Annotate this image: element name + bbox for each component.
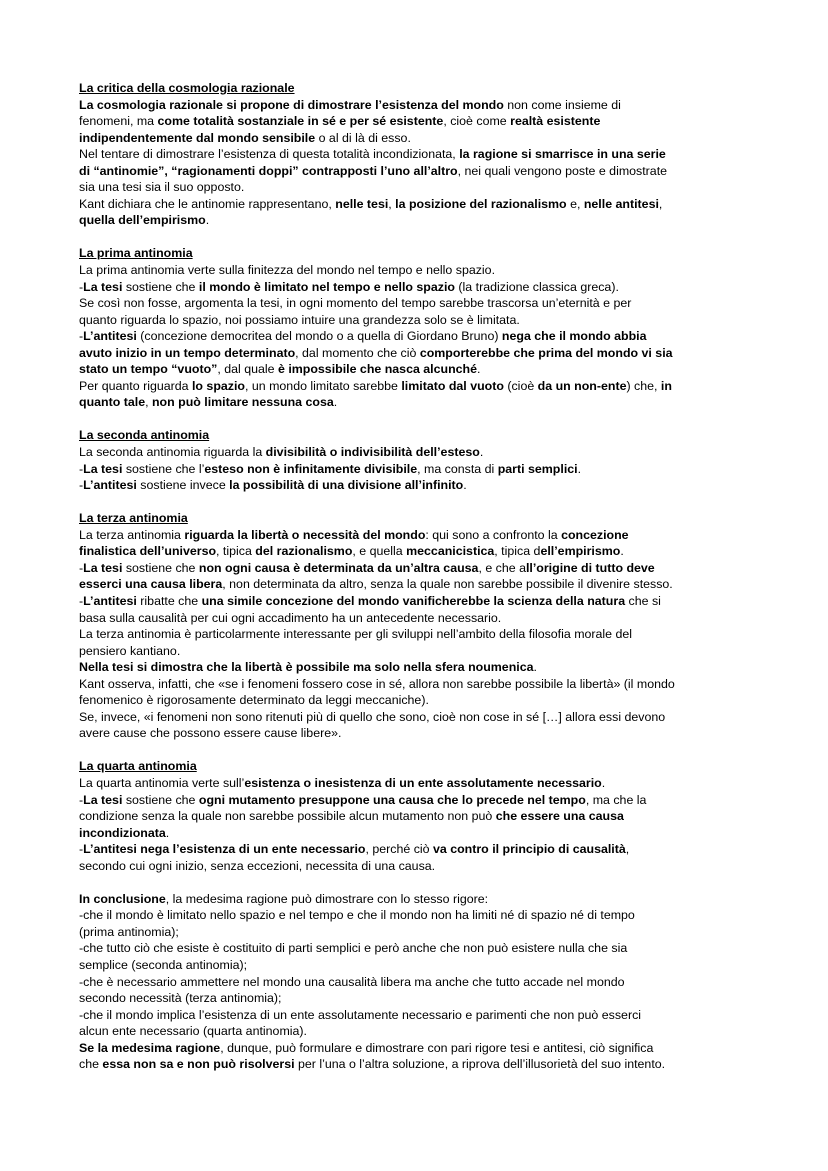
text-line: Kant osserva, infatti, che «se i fenomeni fossero cose in sé, allora non sarebbe possibile la libertà» (il mondo — [79, 676, 675, 691]
bold-run: quella dell’empirismo — [79, 213, 206, 228]
bold-run: in — [660, 378, 672, 393]
text-line: -La tesi sostiene che ogni mutamento presuppone una causa che lo precede nel tempo, ma che la — [79, 792, 647, 807]
bold-run: da un non-ente — [537, 378, 627, 393]
bold-run: concezione — [561, 527, 629, 542]
bold-run: nelle antitesi — [583, 196, 659, 211]
text-line: Kant dichiara che le antinomie rappresentano, nelle tesi, la posizione del razionalismo e, nelle antitesi, — [79, 196, 663, 211]
text-line: avuto inizio in un tempo determinato, dal momento che ciò comporterebbe che prima del mondo vi sia — [79, 345, 673, 360]
text-line: -che il mondo è limitato nello spazio e nel tempo e che il mondo non ha limiti né di spazio né di tempo — [79, 908, 635, 923]
bold-run: stato un tempo “vuoto” — [79, 362, 218, 377]
text-line: -L’antitesi (concezione democritea del mondo o a quella di Giordano Bruno) nega che il mondo abbia — [79, 329, 647, 344]
text-line: -La tesi sostiene che non ogni causa è determinata da un’altra causa, e che all’origine di tutto deve — [79, 560, 655, 575]
text-line: sia una tesi sia il suo opposto. — [79, 180, 245, 195]
bold-run: come totalità sostanziale in sé e per sé esistente — [157, 114, 444, 129]
bold-run: Nella tesi si dimostra che la libertà è possibile ma solo nella sfera noumenica — [79, 660, 534, 675]
text-line: stato un tempo “vuoto”, dal quale è impossibile che nasca alcunché. — [79, 362, 481, 377]
text-line: basa sulla causalità per cui ogni accadimento ha un antecedente necessario. — [79, 610, 502, 625]
text-line: -che il mondo implica l’esistenza di un ente assolutamente necessario e parimenti che non può esserci — [79, 1007, 642, 1022]
section-heading: La seconda antinomia — [79, 428, 210, 443]
text-line: quella dell’empirismo. — [79, 213, 210, 228]
bold-run: del razionalismo — [255, 544, 353, 559]
text-line: semplice (seconda antinomia); — [79, 957, 248, 972]
bold-run: finalistica dell’universo — [79, 544, 217, 559]
text-line: La terza antinomia è particolarmente interessante per gli sviluppi nell’ambito della filosofia morale del — [79, 627, 633, 642]
bold-run: parti semplici — [497, 461, 578, 476]
bold-run: L’antitesi — [83, 478, 137, 493]
bold-run: Se la medesima ragione — [79, 1040, 221, 1055]
text-line: secondo cui ogni inizio, senza eccezioni, necessita di una causa. — [79, 858, 436, 873]
bold-run: indipendentemente dal mondo sensibile — [79, 130, 316, 145]
bold-run: è impossibile che nasca alcunché — [277, 362, 478, 377]
document-page — [79, 80, 759, 1089]
bold-run: una simile concezione del mondo vanificherebbe la scienza della natura — [201, 593, 626, 608]
text-line: In conclusione, la medesima ragione può dimostrare con lo stesso rigore: — [79, 891, 489, 906]
text-line: -La tesi sostiene che il mondo è limitato nel tempo e nello spazio (la tradizione classica greca). — [79, 279, 619, 294]
text-line: fenomenico è rigorosamente determinato da leggi meccaniche). — [79, 693, 429, 708]
bold-run: va contro il principio di causalità — [432, 842, 626, 857]
bold-run: La tesi — [83, 792, 123, 807]
text-line: -La tesi sostiene che l’esteso non è infinitamente divisibile, ma consta di parti semplici. — [79, 461, 582, 476]
text-line: fenomeni, ma come totalità sostanziale in sé e per sé esistente, cioè come realtà esistente — [79, 114, 601, 129]
bold-run: La tesi — [83, 279, 123, 294]
bold-run: la ragione si smarrisce in una serie — [459, 147, 666, 162]
text-line: Nel tentare di dimostrare l’esistenza di questa totalità incondizionata, la ragione si smarrisce in una serie — [79, 147, 666, 162]
bold-run: L’antitesi — [83, 593, 137, 608]
text-line: Se la medesima ragione, dunque, può formulare e dimostrare con pari rigore tesi e antitesi, ciò significa — [79, 1040, 654, 1055]
section — [79, 245, 759, 410]
bold-run: di “antinomie”, “ragionamenti doppi” contrapposti l’uno all’altro — [79, 163, 458, 178]
bold-run: ll’origine di tutto deve — [525, 560, 655, 575]
text-line: di “antinomie”, “ragionamenti doppi” contrapposti l’uno all’altro, nei quali vengono poste e dimostrate — [79, 163, 668, 178]
bold-run: lo spazio — [191, 378, 245, 393]
text-line: indipendentemente dal mondo sensibile o al di là di esso. — [79, 130, 411, 145]
text-line: -L’antitesi ribatte che una simile concezione del mondo vanificherebbe la scienza della natura che si — [79, 593, 661, 608]
bold-run: In conclusione — [79, 891, 166, 906]
bold-run: realtà esistente — [510, 114, 601, 129]
section — [79, 758, 759, 874]
section — [79, 891, 759, 1073]
bold-run: ell’empirismo — [540, 544, 621, 559]
text-line: finalistica dell’universo, tipica del razionalismo, e quella meccanicistica, tipica dell’empirismo. — [79, 544, 624, 559]
bold-run: ogni mutamento presuppone una causa che lo precede nel tempo — [198, 792, 586, 807]
bold-run: esteso non è infinitamente divisibile — [204, 461, 418, 476]
text-line: -che tutto ciò che esiste è costituito di parti semplici e però anche che non può esistere nulla che sia — [79, 941, 628, 956]
bold-run: L’antitesi — [83, 329, 137, 344]
section-heading: La terza antinomia — [79, 511, 188, 526]
bold-run: comporterebbe che prima del mondo vi sia — [419, 345, 673, 360]
bold-run: avuto inizio in un tempo determinato — [79, 345, 296, 360]
text-line: quanto riguarda lo spazio, noi possiamo intuire una grandezza solo se è limitata. — [79, 312, 520, 327]
bold-run: il mondo è limitato nel tempo e nello spazio — [198, 279, 455, 294]
section-heading: La critica della cosmologia razionale — [79, 81, 295, 95]
bold-run: quanto tale — [79, 395, 146, 410]
text-line: Per quanto riguarda lo spazio, un mondo limitato sarebbe limitato dal vuoto (cioè da un non-ente) che, in — [79, 378, 672, 393]
bold-run: riguarda la libertà o necessità del mondo — [184, 527, 426, 542]
text-line: avere cause che possono essere cause libere». — [79, 726, 342, 741]
section-heading: La quarta antinomia — [79, 759, 197, 774]
text-line: Se, invece, «i fenomeni non sono ritenuti più di quello che sono, cioè non cose in sé […] allora essi devono — [79, 709, 666, 724]
text-line: secondo necessità (terza antinomia); — [79, 991, 282, 1006]
text-line: pensiero kantiano. — [79, 643, 181, 658]
bold-run: limitato dal vuoto — [401, 378, 504, 393]
text-line: Se così non fosse, argomenta la tesi, in ogni momento del tempo sarebbe trascorsa un’eternità e per — [79, 296, 632, 311]
section — [79, 427, 759, 493]
section-heading: La prima antinomia — [79, 246, 193, 261]
bold-run: meccanicistica — [406, 544, 495, 559]
text-line: La cosmologia razionale si propone di dimostrare l’esistenza del mondo non come insieme di — [79, 97, 621, 112]
text-line: -L’antitesi sostiene invece la possibilità di una divisione all’infinito. — [79, 478, 467, 493]
text-line: La seconda antinomia riguarda la divisibilità o indivisibilità dell’esteso. — [79, 445, 484, 460]
bold-run: divisibilità o indivisibilità dell’esteso — [265, 445, 480, 460]
text-line: -L’antitesi nega l’esistenza di un ente necessario, perché ciò va contro il principio di causalità, — [79, 842, 630, 857]
bold-run: non può limitare nessuna cosa — [151, 395, 334, 410]
section — [79, 80, 759, 229]
bold-run: la posizione del razionalismo — [395, 196, 567, 211]
text-line: Nella tesi si dimostra che la libertà è possibile ma solo nella sfera noumenica. — [79, 660, 537, 675]
text-line: -che è necessario ammettere nel mondo una causalità libera ma anche che tutto accade nel mondo — [79, 974, 625, 989]
text-line: quanto tale, non può limitare nessuna cosa. — [79, 395, 338, 410]
bold-run: incondizionata — [79, 825, 166, 840]
bold-run: L’antitesi nega l’esistenza di un ente necessario — [83, 842, 366, 857]
bold-run: la possibilità di una divisione all’infinito — [229, 478, 464, 493]
bold-run: non ogni causa è determinata da un’altra causa — [198, 560, 479, 575]
text-line: esserci una causa libera, non determinata da altro, senza la quale non sarebbe possibile il divenire stesso. — [79, 577, 673, 592]
bold-run: essa non sa e non può risolversi — [102, 1057, 295, 1072]
text-line: incondizionata. — [79, 825, 170, 840]
bold-run: esistenza o inesistenza di un ente assolutamente necessario — [244, 775, 602, 790]
section — [79, 510, 759, 742]
bold-run: La tesi — [83, 560, 123, 575]
text-line: che essa non sa e non può risolversi per l’una o l’altra soluzione, a riprova dell’illusorietà del suo intento. — [79, 1057, 666, 1072]
bold-run: La tesi — [83, 461, 123, 476]
bold-run: esserci una causa libera — [79, 577, 223, 592]
text-line: La prima antinomia verte sulla finitezza del mondo nel tempo e nello spazio. — [79, 263, 496, 278]
text-line: alcun ente necessario (quarta antinomia). — [79, 1024, 307, 1039]
text-line: (prima antinomia); — [79, 924, 179, 939]
bold-run: nega che il mondo abbia — [501, 329, 647, 344]
bold-run: nelle tesi — [335, 196, 389, 211]
text-line: condizione senza la quale non sarebbe possibile alcun mutamento non può che essere una causa — [79, 809, 624, 824]
bold-run: La cosmologia razionale si propone di dimostrare l’esistenza del mondo — [79, 97, 504, 112]
text-line: La quarta antinomia verte sull’esistenza o inesistenza di un ente assolutamente necessario. — [79, 775, 606, 790]
text-line: La terza antinomia riguarda la libertà o necessità del mondo: qui sono a confronto la concezione — [79, 527, 629, 542]
bold-run: che essere una causa — [495, 809, 624, 824]
